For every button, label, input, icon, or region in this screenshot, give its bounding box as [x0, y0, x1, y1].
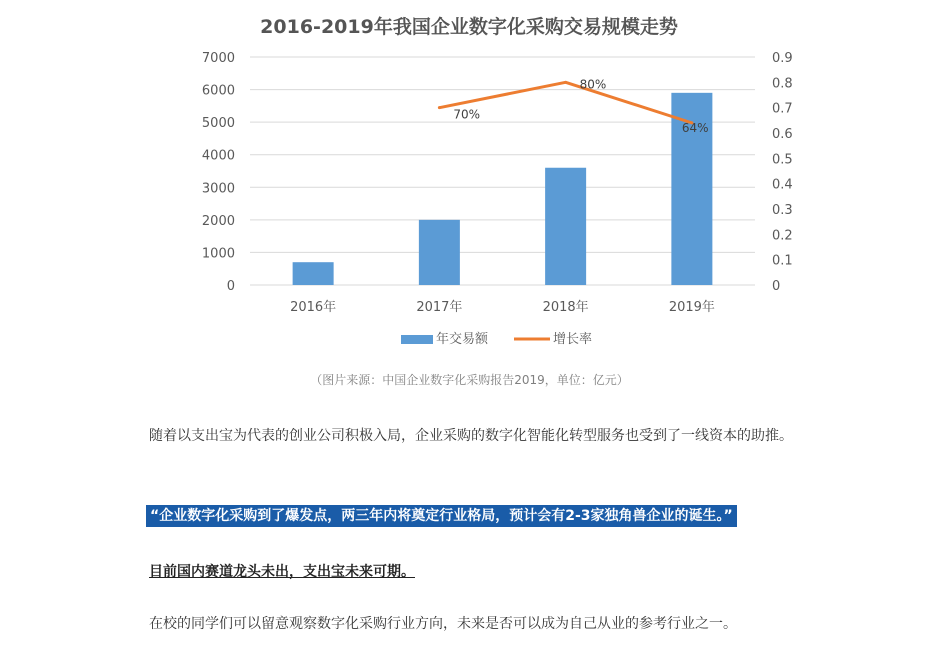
- y-right-tick-label: 0.1: [772, 253, 793, 269]
- y-left-tick-label: 4000: [201, 148, 235, 164]
- y-left-tick-label: 5000: [201, 116, 235, 132]
- x-tick-label: 2017年: [416, 300, 463, 315]
- y-left-tick-label: 6000: [201, 83, 235, 99]
- paragraph-closing: 在校的同学们可以留意观察数字化采购行业方向，未来是否可以成为自己从业的参考行业之一。: [149, 616, 737, 632]
- highlighted-quote: “企业数字化采购到了爆发点，两三年内将奠定行业格局，预计会有2-3家独角兽企业的诞生。”: [146, 505, 737, 527]
- y-right-tick-label: 0.9: [772, 51, 793, 66]
- y-left-tick-label: 7000: [201, 51, 235, 66]
- growth-rate-label: 80%: [579, 77, 607, 92]
- bar-2017年: [419, 220, 460, 285]
- growth-rate-point: [438, 106, 441, 109]
- bold-statement: 目前国内赛道龙头未出，支出宝未来可期。: [149, 564, 415, 580]
- x-tick-label: 2016年: [290, 300, 337, 315]
- growth-rate-point: [564, 81, 567, 84]
- x-tick-label: 2018年: [542, 300, 589, 315]
- image-caption: （图片来源：中国企业数字化采购报告2019，单位：亿元）: [310, 373, 629, 387]
- y-right-tick-label: 0.8: [772, 76, 793, 92]
- y-right-tick-label: 0.5: [772, 152, 793, 168]
- legend-label-line: 增长率: [553, 332, 593, 347]
- growth-rate-label: 70%: [453, 107, 481, 122]
- bar-2016年: [293, 262, 334, 285]
- y-left-tick-label: 3000: [201, 181, 235, 197]
- y-right-tick-label: 0: [772, 279, 781, 294]
- y-right-tick-label: 0.7: [772, 101, 793, 117]
- y-right-tick-label: 0.6: [772, 127, 793, 142]
- x-tick-label: 2019年: [668, 300, 715, 315]
- growth-rate-label: 64%: [681, 120, 709, 135]
- y-left-tick-label: 2000: [201, 213, 235, 229]
- chart-title: 2016-2019年我国企业数字化采购交易规模走势: [260, 16, 678, 38]
- legend-label-bar: 年交易额: [436, 332, 489, 347]
- y-right-tick-label: 0.3: [772, 203, 793, 218]
- paragraph-intro: 随着以支出宝为代表的创业公司积极入局，企业采购的数字化智能化转型服务也受到了一线资本的助推。: [149, 428, 793, 444]
- y-right-tick-label: 0.2: [772, 228, 793, 244]
- y-right-tick-label: 0.4: [772, 177, 793, 193]
- bar-2018年: [545, 168, 586, 285]
- y-left-tick-label: 1000: [201, 246, 235, 262]
- legend-swatch-bar: [401, 335, 433, 344]
- y-left-tick-label: 0: [226, 279, 235, 294]
